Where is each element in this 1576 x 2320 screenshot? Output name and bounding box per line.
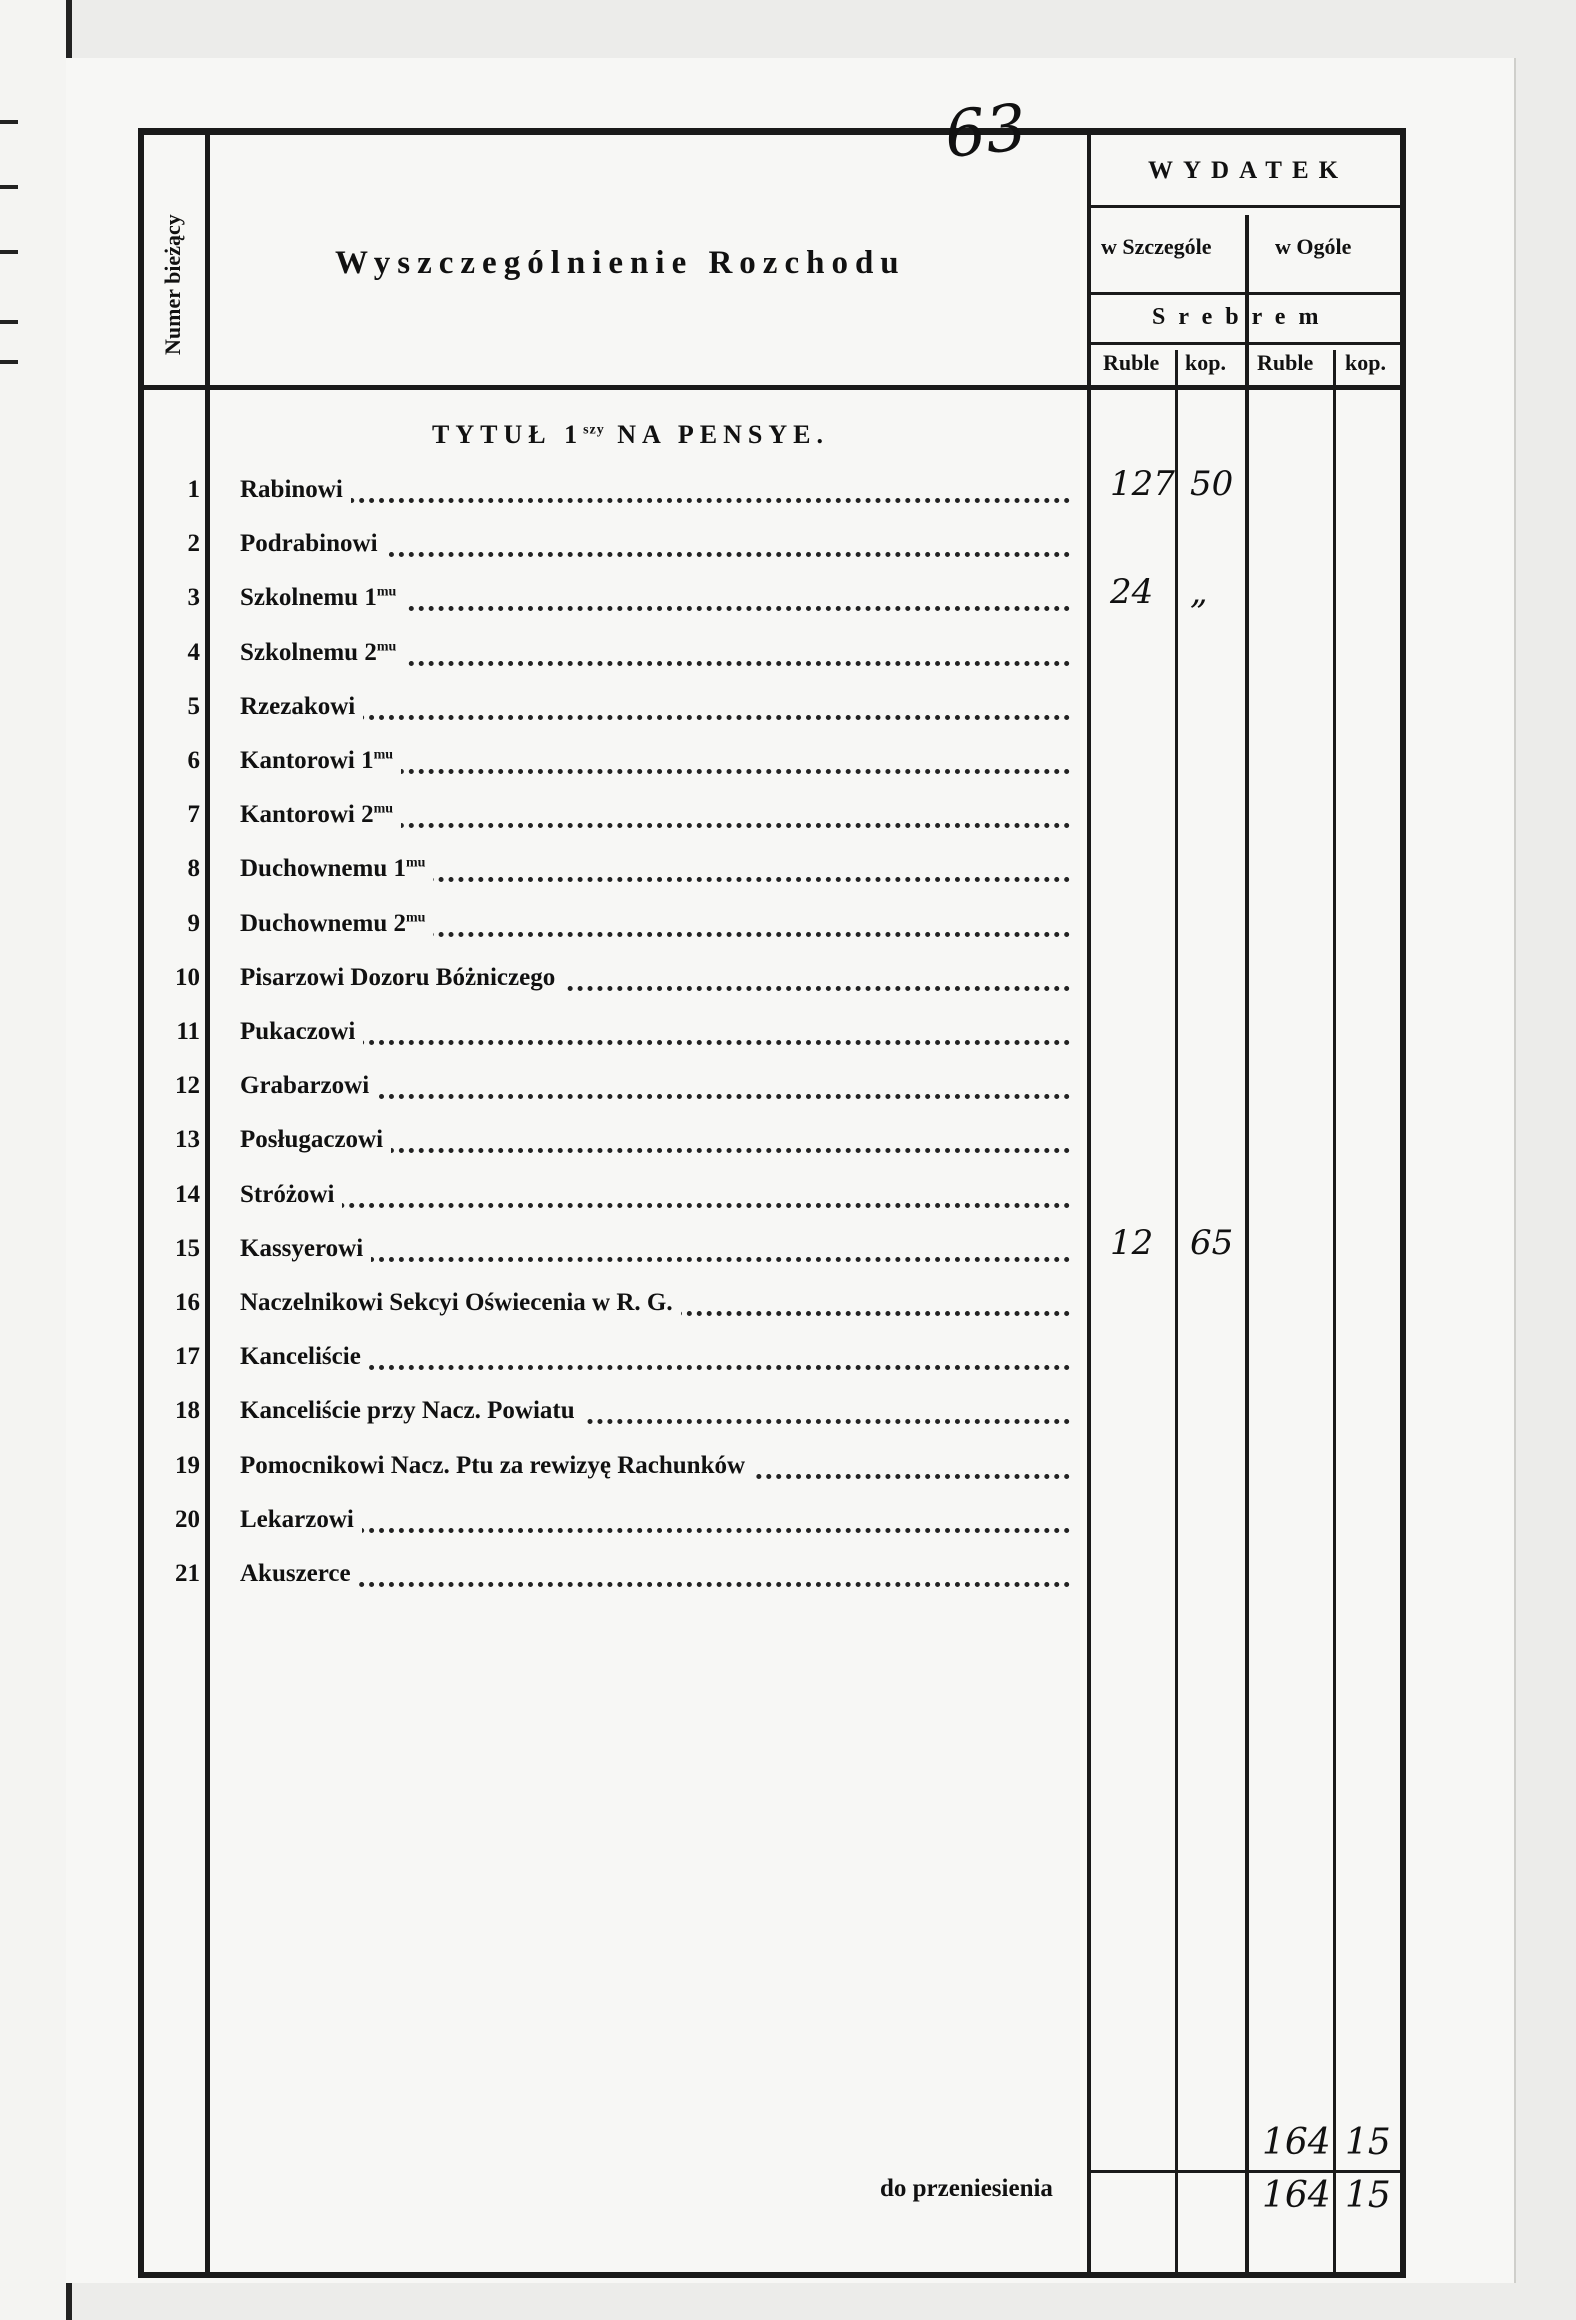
table-row: [0, 1283, 1576, 1333]
table-row: [0, 1391, 1576, 1441]
section-title: [432, 420, 829, 450]
w-szczegole-label: w Szczególe: [1101, 234, 1212, 259]
table-row: [0, 958, 1576, 1008]
row-label-text: Rabinowi: [240, 476, 343, 503]
row-label: [240, 964, 563, 992]
row-label: [240, 584, 404, 612]
section-title-sup: szy: [583, 422, 605, 438]
row-number: 8: [187, 855, 200, 882]
table-row: [0, 1066, 1576, 1116]
header-bottom-line: [142, 385, 1402, 390]
row-label-sup: mu: [373, 747, 394, 763]
row-label-sup: mu: [373, 801, 394, 817]
table-row: [0, 849, 1576, 899]
unit-kop-1: kop.: [1185, 350, 1226, 375]
row-label-text: Pisarzowi Dozoru Bóżniczego: [240, 964, 556, 991]
row-label-text: Szkolnemu 2: [240, 639, 377, 666]
row-number: 12: [175, 1072, 200, 1099]
row-amount-rubles: 24: [1110, 572, 1154, 612]
row-number: 17: [175, 1343, 200, 1370]
description-title: Wyszczególnienie Rozchodu: [335, 245, 906, 281]
row-label-text: Szkolnemu 1: [240, 584, 377, 611]
row-number: 18: [175, 1397, 200, 1424]
row-label-text: Pomocnikowi Nacz. Ptu za rewizyę Rachunków: [240, 1452, 746, 1479]
row-number: 6: [187, 747, 200, 774]
row-amount-kop: 65: [1190, 1223, 1234, 1263]
row-label: [240, 639, 404, 667]
unit-ruble-2: Ruble: [1257, 350, 1314, 375]
leader-dots: [240, 498, 1070, 503]
row-number: 15: [175, 1235, 200, 1262]
row-label-text: Kassyerowi: [240, 1235, 364, 1262]
row-number: 10: [175, 964, 200, 991]
table-row: [0, 1554, 1576, 1604]
row-label-text: Stróżowi: [240, 1181, 335, 1208]
table-row: [0, 687, 1576, 737]
table-row: [0, 904, 1576, 954]
row-label: [240, 1072, 377, 1100]
wydatek-title: WYDATEK: [1148, 157, 1349, 184]
row-label-text: Akuszerce: [240, 1560, 351, 1587]
row-label-text: Pukaczowi: [240, 1018, 356, 1045]
row-number: 14: [175, 1181, 200, 1208]
row-label-sup: mu: [406, 855, 426, 871]
table-row: [0, 1446, 1576, 1496]
row-label-sup: mu: [376, 584, 397, 600]
row-label: [240, 1018, 363, 1046]
row-amount-rubles: 12: [1110, 1223, 1154, 1263]
row-label-text: Duchownemu 2: [240, 910, 406, 937]
row-label-text: Kanceliście przy Nacz. Powiatu: [240, 1397, 575, 1424]
row-label-text: Kantorowi 1: [240, 747, 374, 774]
carry-rubles: 164: [1262, 2175, 1331, 2216]
row-label: [240, 1235, 371, 1263]
row-label: [240, 747, 401, 775]
row-label-text: Grabarzowi: [240, 1072, 370, 1099]
row-label: [240, 1560, 359, 1588]
row-number: 4: [187, 639, 200, 666]
row-label-text: Kantorowi 2: [240, 801, 374, 828]
subtotal-rubles: 164: [1262, 2122, 1331, 2163]
table-row: [0, 1012, 1576, 1062]
srebrem-label: Srebrem: [1152, 304, 1332, 330]
row-amount-kop: 50: [1190, 464, 1234, 504]
row-number: 2: [187, 530, 200, 557]
header-line-units: [1091, 342, 1401, 345]
leader-dots: [240, 1040, 1070, 1045]
table-row: [0, 1120, 1576, 1170]
row-amount-rubles: 127: [1110, 464, 1175, 504]
row-number: 21: [175, 1560, 200, 1587]
leader-dots: [240, 1203, 1070, 1208]
numer-biezacy-label: Numer bieżący: [160, 214, 185, 355]
row-label: [240, 1289, 681, 1317]
row-label-text: Posługaczowi: [240, 1126, 384, 1153]
row-number: 20: [175, 1506, 200, 1533]
section-title-main: TYTUŁ 1: [432, 420, 584, 449]
row-number: 13: [175, 1126, 200, 1153]
row-label-text: Duchownemu 1: [240, 855, 406, 882]
row-amount-kop: „: [1190, 572, 1208, 612]
row-label-sup: mu: [406, 910, 426, 926]
table-row: [0, 572, 1576, 628]
table-row: [0, 524, 1576, 574]
carry-kop: 15: [1345, 2175, 1391, 2216]
row-number: 1: [187, 476, 200, 503]
table-row: [0, 1500, 1576, 1550]
table-row: [0, 464, 1576, 520]
row-label: [240, 1181, 342, 1209]
carry-forward-label: do przeniesienia: [880, 2175, 1053, 2202]
row-number: 3: [187, 584, 200, 611]
row-number: 9: [187, 910, 200, 937]
row-label: [240, 1506, 362, 1534]
leader-dots: [240, 1582, 1070, 1587]
row-number: 5: [187, 693, 200, 720]
row-label: [240, 1126, 391, 1154]
header-line-wydatek: [1091, 205, 1401, 208]
leader-dots: [240, 715, 1070, 720]
row-number: 11: [176, 1018, 200, 1045]
unit-kop-2: kop.: [1345, 350, 1386, 375]
section-title-rest: NA PENSYE.: [604, 420, 829, 449]
table-row: [0, 633, 1576, 683]
row-number: 16: [175, 1289, 200, 1316]
row-label: [240, 476, 351, 504]
table-row: [0, 1223, 1576, 1279]
row-label: [240, 530, 386, 558]
row-label: [240, 801, 401, 829]
unit-ruble-1: Ruble: [1103, 350, 1160, 375]
table-row: [0, 1337, 1576, 1387]
row-label: [240, 1397, 583, 1425]
row-label: [240, 1452, 753, 1480]
row-label-sup: mu: [376, 639, 397, 655]
row-label: [240, 910, 433, 938]
row-label-text: Rzezakowi: [240, 693, 356, 720]
row-label-text: Podrabinowi: [240, 530, 378, 557]
row-label: [240, 693, 363, 721]
subtotal-kop: 15: [1345, 2122, 1391, 2163]
row-label-text: Lekarzowi: [240, 1506, 354, 1533]
subtotal-line: [1091, 2170, 1401, 2173]
row-number: 7: [187, 801, 200, 828]
leader-dots: [240, 1528, 1070, 1533]
table-row: [0, 1175, 1576, 1225]
table-row: [0, 795, 1576, 845]
row-number: 19: [175, 1452, 200, 1479]
row-label-text: Kanceliście: [240, 1343, 361, 1370]
w-ogole-label: w Ogóle: [1275, 234, 1352, 259]
header-line-srebrem: [1091, 292, 1401, 295]
row-label-text: Naczelnikowi Sekcyi Oświecenia w R. G.: [240, 1289, 673, 1316]
row-label: [240, 1343, 369, 1371]
row-label: [240, 855, 433, 883]
table-row: [0, 741, 1576, 791]
page-number: 63: [941, 90, 1031, 174]
